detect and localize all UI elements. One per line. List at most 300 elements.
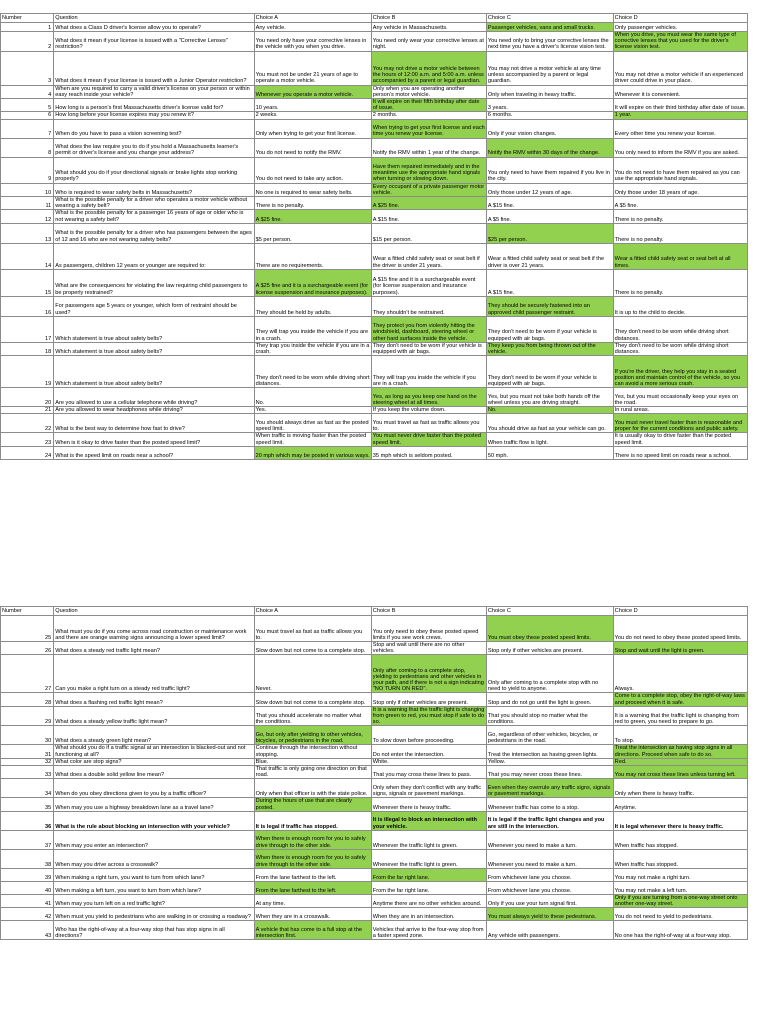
choice-d-cell: You must never travel faster than is reasonable and proper for the current conditions and public safety. xyxy=(613,414,747,433)
question-number-cell: 24 xyxy=(1,446,54,459)
choice-c-cell: 6 months. xyxy=(486,112,613,119)
question-text-cell: What does a flashing red traffic light mean? xyxy=(54,693,254,706)
choice-b-cell: Wear a fitted child safety seat or seat belt if the driver is under 21 years. xyxy=(371,243,486,269)
table-row xyxy=(1,758,748,765)
question-number-cell: 43 xyxy=(1,921,54,940)
choice-c-cell: You may not drive a motor vehicle at any time unless accompanied by a parent or legal guardian. xyxy=(486,51,613,85)
choice-d-cell: They don't need to be worn while driving short distances. xyxy=(613,342,747,355)
table-body xyxy=(1,23,748,460)
choice-a-cell: Only when trying to get your first license. xyxy=(254,119,371,138)
choice-c-cell: They don't need to be worn if your vehicle is equipped with air bags. xyxy=(486,356,613,388)
question-number-cell: 18 xyxy=(1,342,54,355)
choice-c-cell: Wear a fitted child safety seat or seat belt if the driver is over 21 years. xyxy=(486,243,613,269)
choice-d-cell: There is no penalty. xyxy=(613,269,747,296)
choice-d-cell: When you drive, you must wear the same type of corrective lenses that you used for the driver's license vision test. xyxy=(613,32,747,52)
choice-c-cell: You must always yield to these pedestrians. xyxy=(486,908,613,921)
choice-a-cell: No one is required to wear safety belts. xyxy=(254,183,371,196)
choice-c-cell: Stop and do not go until the light is green. xyxy=(486,693,613,706)
choice-b-cell: They shouldn't be restrained. xyxy=(371,296,486,316)
question-number-cell: 2 xyxy=(1,32,54,52)
choice-a-cell: There are no requirements. xyxy=(254,243,371,269)
choice-a-cell: That you should accelerate no matter what the conditions. xyxy=(254,706,371,726)
choice-b-cell: They protect you from violently hitting the windshield, dashboard, steering wheel or other hard surfaces inside the vehicle. xyxy=(371,316,486,342)
header-choice-a: Choice A xyxy=(254,607,371,616)
choice-a-cell: A $25 fine. xyxy=(254,210,371,223)
table-row xyxy=(1,745,748,758)
choice-c-cell: Notify the RMV within 30 days of the change. xyxy=(486,138,613,157)
choice-b-cell: Only when they don't conflict with any traffic signs, signals or pavement markings. xyxy=(371,779,486,798)
question-text-cell: Which statement is true about safety belts? xyxy=(54,316,254,342)
choice-d-cell: You may not make a right turn. xyxy=(613,868,747,881)
quiz-table xyxy=(0,13,748,460)
question-text-cell: What does a double solid yellow line mean? xyxy=(54,766,254,779)
choice-d-cell: In rural areas. xyxy=(613,407,747,414)
choice-c-cell: It is legal if the traffic light changes and you are still in the intersection. xyxy=(486,811,613,830)
question-text-cell: When are you required to carry a valid driver's license on your person or within easy reach inside your vehicle? xyxy=(54,85,254,98)
choice-d-cell: Only when there is heavy traffic. xyxy=(613,779,747,798)
question-number-cell: 21 xyxy=(1,407,54,414)
choice-d-cell: It is legal whenever there is heavy traffic. xyxy=(613,811,747,830)
table-row xyxy=(1,356,748,388)
question-number-cell: 35 xyxy=(1,798,54,811)
choice-c-cell: From whichever lane you choose. xyxy=(486,881,613,894)
choice-b-cell: 35 mph which is seldom posted. xyxy=(371,446,486,459)
choice-c-cell: Stop only if other vehicles are present. xyxy=(486,642,613,655)
table-row xyxy=(1,342,748,355)
question-text-cell: What does a steady red traffic light mean? xyxy=(54,642,254,655)
table-row xyxy=(1,243,748,269)
choice-a-cell: 20 mph which may be posted in various ways. xyxy=(254,446,371,459)
question-text-cell: Who has the right-of-way at a four-way stop that has stop signs in all directions? xyxy=(54,921,254,940)
choice-a-cell: You do not need to notify the RMV. xyxy=(254,138,371,157)
choice-a-cell: It is legal if traffic has stopped. xyxy=(254,811,371,830)
table-row xyxy=(1,85,748,98)
choice-d-cell: Anytime. xyxy=(613,798,747,811)
choice-d-cell: It will expire on their third birthday after date of issue. xyxy=(613,99,747,112)
question-number-cell: 8 xyxy=(1,138,54,157)
table-row xyxy=(1,881,748,894)
choice-a-cell: Never. xyxy=(254,655,371,693)
choice-c-cell: Only if your vision changes. xyxy=(486,119,613,138)
choice-d-cell: Always. xyxy=(613,655,747,693)
question-text-cell: When do you have to pass a vision screening test? xyxy=(54,119,254,138)
question-number-cell: 5 xyxy=(1,99,54,112)
table-row xyxy=(1,811,748,830)
question-text-cell: When do you obey directions given to you by a traffic officer? xyxy=(54,779,254,798)
question-number-cell: 7 xyxy=(1,119,54,138)
header-choice-b: Choice B xyxy=(371,607,486,616)
table-row xyxy=(1,693,748,706)
choice-c-cell: A $5 fine. xyxy=(486,210,613,223)
choice-b-cell: Have them repaired immediately and in the meantime use the appropriate hand signals when turning or slowing down. xyxy=(371,157,486,183)
choice-c-cell: That you may never cross these lines. xyxy=(486,766,613,779)
choice-c-cell: Only those under 12 years of age. xyxy=(486,183,613,196)
question-text-cell: What does a Class D driver's license allow you to operate? xyxy=(54,23,254,32)
choice-c-cell: Treat the intersection as having green lights. xyxy=(486,745,613,758)
choice-c-cell: You must obey these posted speed limits. xyxy=(486,616,613,642)
choice-c-cell: Whenever traffic has come to a stop. xyxy=(486,798,613,811)
choice-d-cell: They don't need to be worn while driving short distances. xyxy=(613,316,747,342)
choice-c-cell: Only when traveling in heavy traffic. xyxy=(486,85,613,98)
choice-b-cell: Anytime there are no other vehicles around. xyxy=(371,894,486,907)
choice-a-cell: Go, but only after yielding to other vehicles, bicycles, or pedestrians in the road. xyxy=(254,726,371,745)
table-row xyxy=(1,316,748,342)
choice-a-cell: A $25 fine and it is a surchargeable event (for license suspension and insurance purposes). xyxy=(254,269,371,296)
choice-a-cell: A vehicle that has come to a full stop at the intersection first. xyxy=(254,921,371,940)
question-text-cell: What is the speed limit on roads near a school? xyxy=(54,446,254,459)
choice-d-cell: Every other time you renew your license. xyxy=(613,119,747,138)
choice-a-cell: You must not be under 21 years of age to operate a motor vehicle. xyxy=(254,51,371,85)
question-text-cell: When may you use a highway breakdown lane as a travel lane? xyxy=(54,798,254,811)
table-row xyxy=(1,388,748,407)
choice-c-cell: $25 per person. xyxy=(486,223,613,243)
choice-c-cell: A $15 fine. xyxy=(486,269,613,296)
choice-d-cell: You may not make a left turn. xyxy=(613,881,747,894)
choice-b-cell: You only need to obey these posted speed limits if you see work crews. xyxy=(371,616,486,642)
choice-b-cell: To slow down before proceeding. xyxy=(371,726,486,745)
header-question: Question xyxy=(54,607,254,616)
question-number-cell: 23 xyxy=(1,433,54,446)
choice-d-cell: 1 year. xyxy=(613,112,747,119)
choice-a-cell: They trap you inside the vehicle if you are in a crash. xyxy=(255,342,370,356)
question-text-cell: What should you do if a traffic signal at an intersection is blacked-out and not functioning at all? xyxy=(54,745,254,758)
table-row xyxy=(1,138,748,157)
choice-d-cell: Stop and wait until the light is green. xyxy=(613,642,747,655)
choice-a-cell: You must travel as fast as traffic allows you to. xyxy=(254,616,371,642)
header-number: Number xyxy=(1,14,54,23)
question-number-cell: 33 xyxy=(1,766,54,779)
choice-a-cell: You need only have your corrective lenses in the vehicle with you when you drive. xyxy=(254,32,371,52)
table-row xyxy=(1,830,748,849)
question-number-cell: 20 xyxy=(1,388,54,407)
question-text-cell: What color are stop signs? xyxy=(54,758,254,765)
choice-a-cell: 2 weeks. xyxy=(254,112,371,119)
question-text-cell: When making a right turn, you want to turn from which lane? xyxy=(54,868,254,881)
choice-a-cell: When there is enough room for you to safely drive through to the other side. xyxy=(254,830,371,849)
choice-a-cell: When traffic is moving faster than the posted speed limit. xyxy=(254,433,371,446)
question-text-cell: Which statement is true about safety belts? xyxy=(54,356,254,388)
choice-b-cell: A $25 fine. xyxy=(371,197,486,210)
choice-b-cell: Stop and wait until there are no other vehicles. xyxy=(371,642,486,655)
choice-d-cell: You may not cross these lines unless turning left. xyxy=(613,766,747,779)
table-row xyxy=(1,779,748,798)
question-text-cell: What is the possible penalty for a passenger 16 years of age or older who is not wearing a safety belt? xyxy=(54,210,254,223)
choice-d-cell: Only if you are turning from a one-way street onto another one-way street. xyxy=(613,894,747,907)
question-text-cell: Who is required to wear safety belts in Massachusetts? xyxy=(54,183,254,196)
choice-d-cell: Wear a fitted child safety seat or seat belt at all times. xyxy=(613,243,747,269)
question-text-cell: What does a steady green light mean? xyxy=(54,726,254,745)
question-number-cell: 3 xyxy=(1,51,54,85)
choice-d-cell: Red. xyxy=(613,758,747,765)
table-row xyxy=(1,23,748,32)
table-row xyxy=(1,921,748,940)
choice-d-cell: It is up to the child to decide. xyxy=(613,296,747,316)
choice-d-cell: It is a warning that the traffic light is changing from red to green, you need to prepare to go. xyxy=(613,706,747,726)
choice-b-cell: Whenever the traffic light is green. xyxy=(371,849,486,868)
question-text-cell: What are the consequences for violating the law requiring child passengers to be properly restrained? xyxy=(54,269,254,296)
choice-b-cell: A $15 fine and it is a surchargeable event (for license suspension and insurance purposes). xyxy=(371,269,486,296)
choice-b-cell: Yes, as long as you keep one hand on the steering wheel at all times. xyxy=(371,388,486,407)
question-text-cell: What does the law require you to do if you hold a Massachusetts learner's permit or driver's license and you change your address? xyxy=(54,138,254,157)
question-number-cell: 39 xyxy=(1,868,54,881)
question-text-cell: For passengers age 5 years or younger, which form of restraint should be used? xyxy=(54,296,254,316)
choice-a-cell: You do not need to take any action. xyxy=(254,157,371,183)
table-row xyxy=(1,894,748,907)
choice-c-cell: They keep you from being thrown out of the vehicle. xyxy=(486,342,613,355)
table-row xyxy=(1,51,748,85)
question-text-cell: Are you allowed to use a cellular telephone while driving? xyxy=(54,388,254,407)
choice-c-cell: From whichever lane you choose. xyxy=(486,868,613,881)
question-number-cell: 34 xyxy=(1,779,54,798)
choice-a-cell: $5 per person. xyxy=(254,223,371,243)
choice-a-cell: When there is enough room for you to safely drive through to the other side. xyxy=(254,849,371,868)
choice-d-cell: When traffic has stopped. xyxy=(613,849,747,868)
table-row xyxy=(1,32,748,52)
choice-c-cell: Whenever you need to make a turn. xyxy=(486,830,613,849)
question-text-cell: Which statement is true about safety belts? xyxy=(54,342,254,355)
choice-a-cell: From the lane farthest to the left. xyxy=(254,881,371,894)
header-choice-c: Choice C xyxy=(486,14,613,23)
choice-c-cell: Even when they overrule any traffic signs, signals or pavement markings. xyxy=(486,779,613,798)
question-number-cell: 15 xyxy=(1,269,54,296)
choice-c-cell: A $15 fine. xyxy=(486,197,613,210)
table-row xyxy=(1,446,748,459)
question-number-cell: 42 xyxy=(1,908,54,921)
quiz-table xyxy=(0,606,748,940)
choice-b-cell: If you keep the volume down. xyxy=(371,407,486,414)
choice-b-cell: It will expire on their fifth birthday after date of issue. xyxy=(371,99,486,112)
choice-d-cell: You do not need to yield to pedestrians. xyxy=(613,908,747,921)
choice-a-cell: From the lane farthest to the left. xyxy=(254,868,371,881)
choice-a-cell: No. xyxy=(254,388,371,407)
choice-c-cell: No. xyxy=(486,407,613,414)
question-number-cell: 16 xyxy=(1,296,54,316)
choice-a-cell: They don't need to be worn while driving short distances. xyxy=(254,356,371,388)
header-row xyxy=(1,607,748,616)
question-number-cell: 26 xyxy=(1,642,54,655)
choice-b-cell: They don't need to be worn if your vehicle is equipped with air bags. xyxy=(371,342,486,355)
question-text-cell: Are you allowed to wear headphones while driving? xyxy=(54,407,254,414)
choice-b-cell: Notify the RMV within 1 year of the change. xyxy=(371,138,486,157)
choice-d-cell: There is no penalty. xyxy=(613,223,747,243)
table-row xyxy=(1,119,748,138)
choice-d-cell: There is no speed limit on roads near a school. xyxy=(613,446,747,459)
question-number-cell: 22 xyxy=(1,414,54,433)
choice-a-cell: Any vehicle. xyxy=(254,23,371,32)
question-text-cell: What is the rule about blocking an intersection with your vehicle? xyxy=(54,811,254,830)
table-row xyxy=(1,197,748,210)
question-number-cell: 31 xyxy=(1,745,54,758)
question-number-cell: 30 xyxy=(1,726,54,745)
quiz-table-section-1 xyxy=(0,13,748,460)
question-text-cell: What is the best way to determine how fast to drive? xyxy=(54,414,254,433)
choice-c-cell: Yes, but you must not take both hands off the wheel unless you are driving straight. xyxy=(486,388,613,407)
choice-d-cell: There is no penalty. xyxy=(613,210,747,223)
choice-b-cell: When trying to get your first license and each time you renew your license. xyxy=(371,119,486,138)
choice-a-cell: Blue. xyxy=(254,758,371,765)
choice-c-cell: You only need to have them repaired if you live in the city. xyxy=(486,157,613,183)
header-choice-d: Choice D xyxy=(613,14,747,23)
choice-d-cell: You do not need to have them repaired as you can use the appropriate hand signals. xyxy=(613,157,747,183)
choice-c-cell: You need only to bring your corrective lenses the next time you have a driver's license vision test. xyxy=(486,32,613,52)
choice-b-cell: $15 per person. xyxy=(371,223,486,243)
choice-d-cell: Whenever it is convenient. xyxy=(613,85,747,98)
choice-c-cell: 3 years. xyxy=(486,99,613,112)
choice-d-cell: Yes, but you must occasionally keep your eyes on the road. xyxy=(613,388,747,407)
header-row xyxy=(1,14,748,23)
table-row xyxy=(1,766,748,779)
table-row xyxy=(1,726,748,745)
choice-b-cell: You may not drive a motor vehicle between the hours of 12:00 a.m. and 5:00 a.m. unless accompanied by a parent or legal guardian. xyxy=(371,51,486,85)
choice-a-cell: During the hours of use that are clearly posted. xyxy=(254,798,371,811)
question-text-cell: How long is a person's first Massachusetts driver's license valid for? xyxy=(54,99,254,112)
choice-a-cell: Slow down but not come to a complete stop. xyxy=(254,642,371,655)
question-number-cell: 10 xyxy=(1,183,54,196)
quiz-table-section-2 xyxy=(0,606,748,940)
table-row xyxy=(1,642,748,655)
question-number-cell: 38 xyxy=(1,849,54,868)
choice-d-cell: Come to a complete stop, obey the right-of-way laws and proceed when it is safe. xyxy=(613,693,747,706)
choice-c-cell: Whenever you need to make a turn. xyxy=(486,849,613,868)
question-text-cell: Can you make a right turn on a steady red traffic light? xyxy=(54,655,254,693)
header-choice-d: Choice D xyxy=(613,607,747,616)
choice-b-cell: Do not enter the intersection. xyxy=(371,745,486,758)
choice-c-cell: You should drive as fast as your vehicle can go. xyxy=(486,414,613,433)
choice-b-cell: From the far right lane. xyxy=(371,881,486,894)
choice-c-cell: Passenger vehicles, vans and small trucks. xyxy=(486,23,613,32)
question-number-cell: 11 xyxy=(1,197,54,210)
choice-d-cell: No one has the right-of-way at a four-way stop. xyxy=(613,921,747,940)
header-choice-c: Choice C xyxy=(486,607,613,616)
choice-c-cell: Only if you use your turn signal first. xyxy=(486,894,613,907)
choice-b-cell: A $15 fine. xyxy=(371,210,486,223)
choice-c-cell: They don't need to be worn if your vehicle is equipped with air bags. xyxy=(486,316,613,342)
choice-d-cell: You only need to inform the RMV if you are asked. xyxy=(613,138,747,157)
choice-d-cell: Only those under 18 years of age. xyxy=(613,183,747,196)
choice-b-cell: Vehicles that arrive to the four-way stop from a faster speed zone. xyxy=(371,921,486,940)
choice-a-cell: You should always drive as fast as the posted speed limit. xyxy=(254,414,371,433)
choice-b-cell: When they are in an intersection. xyxy=(371,908,486,921)
choice-c-cell: They should be securely fastened into an approved child passenger restraint. xyxy=(486,296,613,316)
choice-b-cell: It is a warning that the traffic light is changing from green to red, you must stop if safe to do so. xyxy=(371,706,486,726)
question-number-cell: 27 xyxy=(1,655,54,693)
question-text-cell: What is the possible penalty for a driver who operates a motor vehicle without wearing a safety belt? xyxy=(54,197,254,210)
table-row xyxy=(1,433,748,446)
choice-c-cell: Any vehicle with passengers. xyxy=(486,921,613,940)
table-row xyxy=(1,868,748,881)
table-row xyxy=(1,655,748,693)
table-row xyxy=(1,616,748,642)
choice-d-cell: Only passenger vehicles. xyxy=(613,23,747,32)
choice-b-cell: You must never drive faster than the posted speed limit. xyxy=(371,433,486,446)
choice-b-cell: From the far right lane. xyxy=(371,868,486,881)
question-number-cell: 17 xyxy=(1,316,54,342)
choice-d-cell: If you're the driver, they help you stay in a seated position and maintain control of the vehicle, so you can avoid a more serious crash. xyxy=(613,356,747,388)
choice-b-cell: Stop only if other vehicles are present. xyxy=(371,693,486,706)
table-row xyxy=(1,407,748,414)
choice-a-cell: They should be held by adults. xyxy=(254,296,371,316)
choice-c-cell: Yellow. xyxy=(486,758,613,765)
choice-b-cell: White. xyxy=(371,758,486,765)
table-row xyxy=(1,706,748,726)
question-text-cell: When must you yield to pedestrians who are walking in or crossing a roadway? xyxy=(54,908,254,921)
choice-a-cell: 10 years. xyxy=(254,99,371,112)
question-number-cell: 25 xyxy=(1,616,54,642)
header-choice-b: Choice B xyxy=(371,14,486,23)
choice-d-cell: You may not drive a motor vehicle if an experienced driver could drive in your place. xyxy=(613,51,747,85)
question-number-cell: 1 xyxy=(1,23,54,32)
question-number-cell: 40 xyxy=(1,881,54,894)
table-row xyxy=(1,223,748,243)
choice-b-cell: It is illegal to block an intersection with your vehicle. xyxy=(371,811,486,830)
choice-b-cell: 2 months. xyxy=(371,112,486,119)
choice-b-cell: Whenever the traffic light is green. xyxy=(371,830,486,849)
table-row xyxy=(1,296,748,316)
choice-c-cell: 50 mph. xyxy=(486,446,613,459)
question-text-cell: What must you do if you come across road construction or maintenance work and there are orange warning signs announcing a lower speed limit? xyxy=(54,616,254,642)
question-number-cell: 14 xyxy=(1,243,54,269)
choice-b-cell: Every occupant of a private passenger motor vehicle. xyxy=(371,183,486,196)
choice-d-cell: It is usually okay to drive faster than the posted speed limit. xyxy=(613,433,747,446)
question-text-cell: What does it mean if your license is issued with a Junior Operator restriction? xyxy=(54,51,254,85)
question-text-cell: When may you drive across a crosswalk? xyxy=(54,849,254,868)
table-row xyxy=(1,99,748,112)
question-number-cell: 32 xyxy=(1,758,54,765)
question-number-cell: 4 xyxy=(1,85,54,98)
question-number-cell: 37 xyxy=(1,830,54,849)
question-number-cell: 41 xyxy=(1,894,54,907)
choice-c-cell: Only after coming to a complete stop with no need to yield to anyone. xyxy=(486,655,613,693)
header-number: Number xyxy=(1,607,54,616)
question-number-cell: 12 xyxy=(1,210,54,223)
choice-a-cell: Continue through the intersection without stopping. xyxy=(254,745,371,758)
question-text-cell: What is the possible penalty for a driver who has passengers between the ages of 12 and 16 who are not wearing safety belts? xyxy=(54,223,254,243)
choice-c-cell: That you should stop no matter what the conditions. xyxy=(486,706,613,726)
question-number-cell: 9 xyxy=(1,157,54,183)
table-row xyxy=(1,414,748,433)
question-text-cell: As passengers, children 12 years or younger are required to: xyxy=(54,243,254,269)
question-text-cell: What does a steady yellow traffic light mean? xyxy=(54,706,254,726)
choice-b-cell: Only when you are operating another person's motor vehicle. xyxy=(371,85,486,98)
question-number-cell: 6 xyxy=(1,112,54,119)
choice-d-cell: A $5 fine. xyxy=(613,197,747,210)
question-number-cell: 13 xyxy=(1,223,54,243)
question-text-cell: How long before your license expires may you renew it? xyxy=(54,112,254,119)
choice-d-cell: You do not need to obey these posted speed limits. xyxy=(613,616,747,642)
question-text-cell: When may you turn left on a red traffic light? xyxy=(54,894,254,907)
table-row xyxy=(1,798,748,811)
choice-b-cell: Only after coming to a complete stop, yielding to pedestrians and other vehicles in your path, and if there is not a sign indicating "NO TURN ON RED". xyxy=(371,655,486,693)
choice-a-cell: Whenever you operate a motor vehicle. xyxy=(254,85,371,98)
question-text-cell: When may you enter an intersection? xyxy=(54,830,254,849)
choice-b-cell: Whenever there is heavy traffic. xyxy=(371,798,486,811)
table-row xyxy=(1,112,748,119)
question-text-cell: When is it okay to drive faster than the posted speed limit? xyxy=(54,433,254,446)
header-question: Question xyxy=(54,14,254,23)
choice-a-cell: When they are in a crosswalk. xyxy=(254,908,371,921)
choice-c-cell: When traffic flow is light. xyxy=(486,433,613,446)
choice-a-cell: At any time. xyxy=(254,894,371,907)
choice-a-cell: There is no penalty. xyxy=(254,197,371,210)
choice-d-cell: Treat the intersection as having stop signs in all directions. Proceed when safe to do so. xyxy=(613,745,747,758)
choice-a-cell: They will trap you inside the vehicle if you are in a crash. xyxy=(254,316,371,342)
question-text-cell: When making a left turn, you want to turn from which lane? xyxy=(54,881,254,894)
choice-a-cell: Only when that officer is with the state police. xyxy=(254,779,371,798)
choice-b-cell: They will trap you inside the vehicle if you are in a crash. xyxy=(371,356,486,388)
table-row xyxy=(1,157,748,183)
question-number-cell: 36 xyxy=(1,811,54,830)
table-row xyxy=(1,183,748,196)
